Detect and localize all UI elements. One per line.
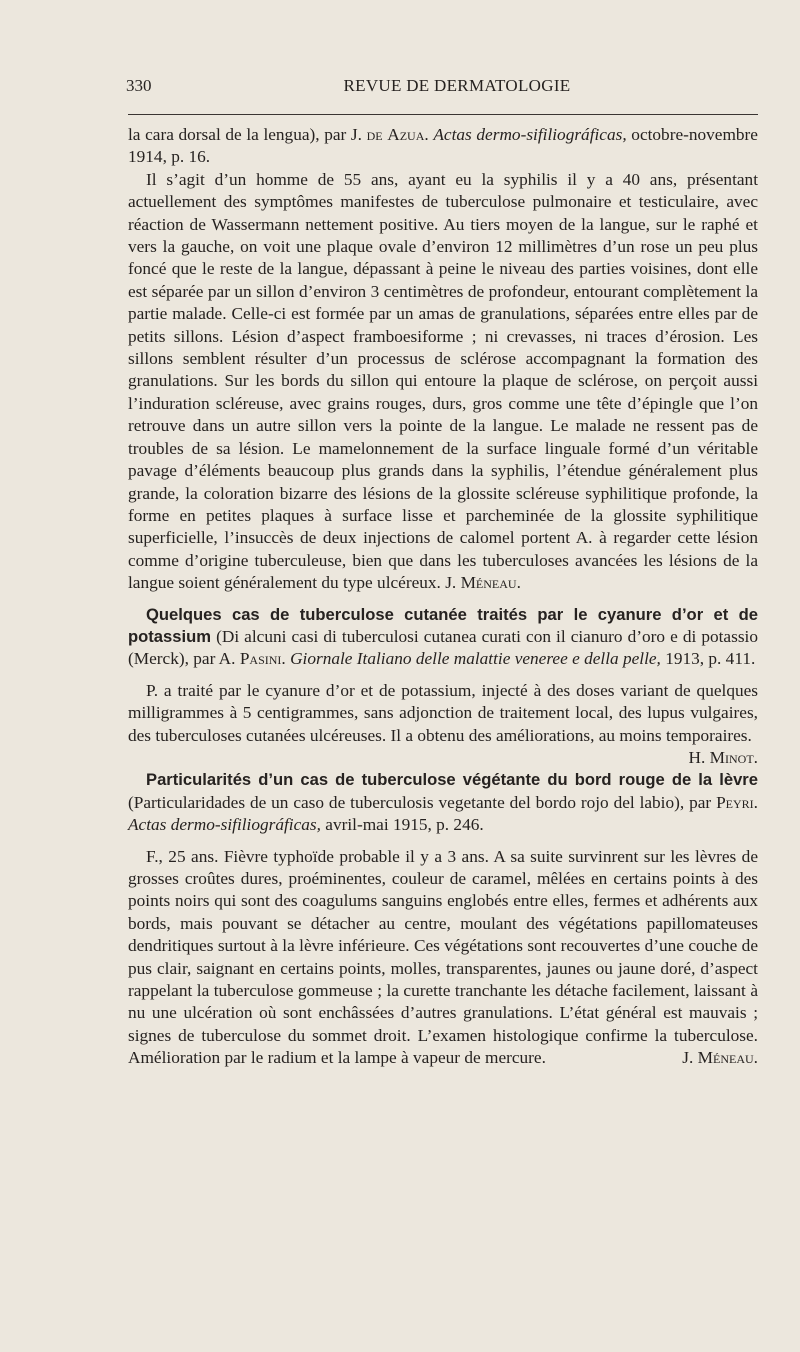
review3-title: Particularités d’un cas de tuberculose végétante du bord rouge de la lèvre (146, 770, 758, 790)
review3-author: Peyri. (716, 792, 758, 812)
header-rule (128, 114, 758, 115)
review1-date: octobre-novembre 1914, p. 16. (128, 125, 758, 167)
review1-reviewer: J. Méneau. (445, 573, 521, 593)
review3-journal: Actas dermo-sifiliográficas, (128, 815, 321, 835)
review2-author: Pasini. (239, 649, 286, 669)
review1-journal: Actas dermo-sifiliográficas, (433, 125, 627, 144)
review3-subtitle: (Particularidades de un caso de tuberculosis vegetante del bordo rojo del labio), par (128, 792, 717, 812)
page-number: 330 (126, 76, 152, 95)
review2-journal: Giornale Italiano delle malattie veneree e della pelle, (290, 649, 661, 669)
review2-title: Quelques cas de tuberculose cutanée traités par le cyanure d’or et de potassium (128, 604, 758, 646)
review3-reviewer: J. Méneau. (682, 1048, 758, 1068)
review2-body: P. a traité par le cyanure d’or et de potassium, injecté à des doses variant de quelques milligrammes à 5 centigrammes, sans adjonction de traitement local, des lupus vulgaires, des tuberculoses cutanées ulcéreuses. Il a obtenu des améliorations, au moins temporaires. H. Minot. (128, 680, 758, 767)
review1-body: Il s’agit d’un homme de 55 ans, ayant eu la syphilis il y a 40 ans, présentant actuellement des symptômes manifestes de tuberculose pulmonaire et testiculaire, avec réaction de Wassermann nettement positive. Au tiers moyen de la langue, sur le raphé et vers la gauche, on voit une plaque ovale d’environ 12 millimètres d’un rose un peu plus foncé que le reste de la langue, dépassant à peine le niveau des parties voisines, dont elle est séparée par un sillon d’environ 3 centimètres de profondeur, entourant complètement la partie malade. Celle-ci est formée par un amas de granulations, séparées entre elles par de petits sillons. Lésion d’aspect framboesiforme ; ni crevasses, ni traces d’érosion. Les sillons semblent résulter d’un processus de sclérose accompagnant la formation des granulations. Sur les bords du sillon qui entoure la plaque de sclérose, on perçoit aussi l’induration scléreuse, avec grains rouges, durs, gros comme une tête d’épingle que l’on retrouve dans un autre sillon vers la pointe de la langue. Le malade ne ressent pas de troubles de sa lésion. Le mamelonnement de la surface linguale formé d’un véritable pavage d’éléments beaucoup plus grands dans la syphilis, l’étendue généralement plus grande, la coloration bizarre des lésions de la glossite scléreuse syphilitique profonde, la forme en petites plaques à surface lisse et parcheminée de la glossite syphilitique superficielle, l’insuccès de deux injections de calomel portent A. à regarder cette lésion comme d’origine tuberculeuse, bien que dans les tuberculoses avancées les lésions de la langue soient généralement du type ulcéreux. J. Méneau. (128, 169, 758, 593)
review3-heading (128, 769, 758, 836)
page-header (126, 76, 758, 102)
review1-citation-continuation: la cara dorsal de la lengua), par J. de Azua. Actas dermo-sifiliográficas, octobre-novembre 1914, p. 16. (128, 125, 758, 167)
review3-body: F., 25 ans. Fièvre typhoïde probable il y a 3 ans. A sa suite survinrent sur les lèvres de grosses croûtes dures, proéminentes, couleur de caramel, mêlées en certains points à des points noirs qui sont des coagulums sanguins englobés entre elles, fermes et adhérents aux bords, mais pouvant se détacher au centre, moulant des végétations papillomateuses dendritiques surtout à la lèvre inférieure. Ces végétations sont recouvertes d’une couche de pus clair, saignant en certains points, molles, transparentes, jaunes ou jaune doré, d’aspect rappelant la tuberculose gommeuse ; la curette tranchante les détache facilement, laissant à nu une ulcération où sont enchâssées d’autres granulations. L’état général est mauvais ; signes de tuberculose du sommet droit. L’examen histologique confirme la tuberculose. Amélioration par le radium et la lampe à vapeur de mercure. J. Méneau. (128, 846, 758, 1068)
review3-date: avril-mai 1915, p. 246. (320, 815, 484, 835)
review1-author: Azua (387, 125, 425, 144)
page-body (128, 124, 758, 1070)
review2-reviewer: H. Minot. (688, 747, 758, 767)
running-title: REVUE DE DERMATOLOGIE (343, 76, 571, 95)
review2-date: 1913, p. 411. (660, 649, 756, 669)
review2-heading (128, 604, 758, 671)
review2-subtitle: (Di alcuni casi di tuberculosi cutanea curati con il cianuro d’oro e di potassio (Merck), par A. (128, 626, 758, 669)
review1-author-particle: de (366, 125, 383, 144)
